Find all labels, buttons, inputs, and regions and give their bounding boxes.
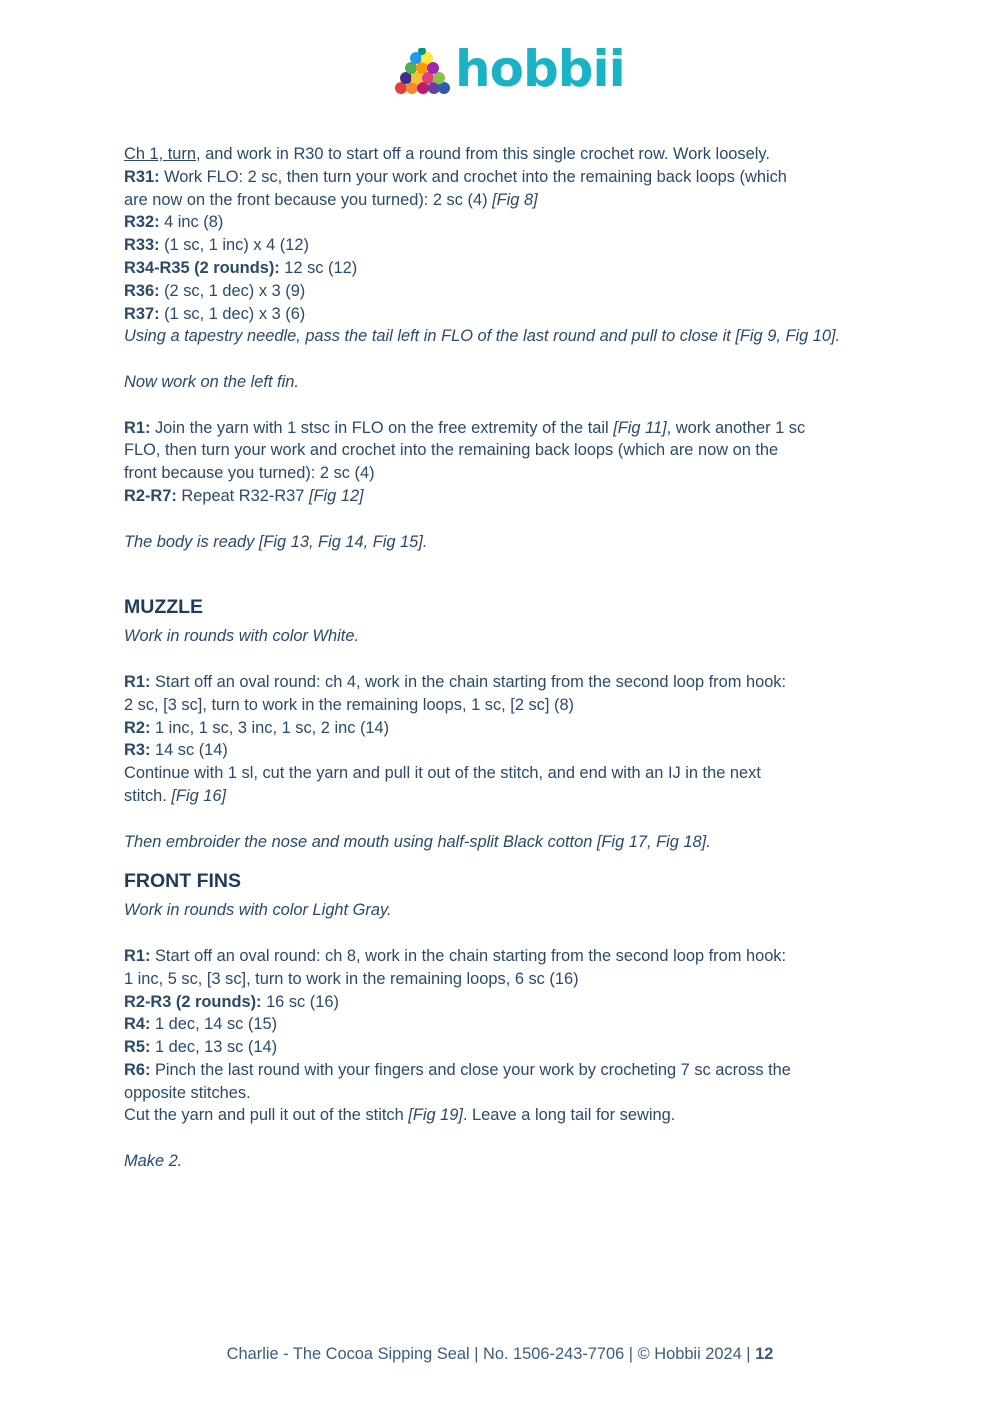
- round-text: Repeat R32-R37: [176, 486, 309, 505]
- round-text: Work FLO: 2 sc, then turn your work and crochet into the remaining back loops (which: [159, 167, 787, 186]
- round-label: R1:: [124, 418, 151, 437]
- section-heading-muzzle: MUZZLE: [124, 596, 204, 619]
- color-note: Work in rounds with color White.: [124, 627, 360, 646]
- round-text: Join the yarn with 1 stsc in FLO on the free extremity of the tail: [150, 418, 614, 437]
- text-line: 1 inc, 5 sc, [3 sc], turn to work in the remaining loops, 6 sc (16): [124, 969, 579, 988]
- round-r1-muzzle: [124, 671, 864, 694]
- round-r32: [124, 211, 864, 234]
- round-r2-r7: [124, 485, 864, 508]
- round-text: (1 sc, 1 inc) x 4 (12): [159, 236, 309, 255]
- round-label: R31:: [124, 167, 160, 186]
- text-line: opposite stitches.: [124, 1083, 251, 1102]
- round-text: (1 sc, 1 dec) x 3 (6): [159, 304, 306, 323]
- yarn-pile-icon: [393, 48, 451, 94]
- note-text: Now work on the left fin.: [124, 372, 299, 391]
- round-text: 16 sc (16): [261, 992, 339, 1011]
- round-text: (2 sc, 1 dec) x 3 (9): [159, 281, 306, 300]
- round-r1-fins: [124, 945, 864, 968]
- figure-ref: [Fig 16]: [171, 786, 227, 805]
- round-r1-fin: [124, 417, 864, 440]
- round-text: 1 dec, 14 sc (15): [150, 1015, 278, 1034]
- text-line: Continue with 1 sl, cut the yarn and pull it out of the stitch, and end with an IJ in the next: [124, 764, 761, 783]
- round-label: R3:: [124, 741, 151, 760]
- round-r3-muzzle: [124, 739, 864, 762]
- round-r34-r35: [124, 257, 864, 280]
- text-line: front because you turned): 2 sc (4): [124, 464, 375, 483]
- note-text: The body is ready [Fig 13, Fig 14, Fig 15].: [124, 532, 428, 551]
- pattern-text: [124, 143, 864, 1173]
- round-text: Cut the yarn and pull it out of the stitch: [124, 1106, 409, 1125]
- round-r4-fins: [124, 1013, 864, 1036]
- round-text: 12 sc (12): [279, 258, 358, 277]
- footer-text: Charlie - The Cocoa Sipping Seal | No. 1506-243-7706 | © Hobbii 2024 |: [226, 1345, 756, 1363]
- text-line: 2 sc, [3 sc], turn to work in the remaining loops, 1 sc, [2 sc] (8): [124, 695, 575, 714]
- round-text: . Leave a long tail for sewing.: [462, 1106, 676, 1125]
- underlined-instruction: Ch 1, turn,: [124, 145, 201, 163]
- round-r33: [124, 234, 864, 257]
- round-text: 1 inc, 1 sc, 3 inc, 1 sc, 2 inc (14): [150, 718, 390, 737]
- logo-wordmark: hobbii: [455, 40, 625, 98]
- figure-ref: [Fig 11]: [613, 418, 667, 437]
- round-label: R5:: [124, 1038, 151, 1057]
- round-text: 1 dec, 13 sc (14): [150, 1038, 278, 1057]
- round-label: R2-R3 (2 rounds):: [124, 992, 262, 1011]
- hobbii-logo: [393, 40, 625, 98]
- round-text: Start off an oval round: ch 4, work in the chain starting from the second loop from hook:: [150, 672, 787, 691]
- page-number: 12: [755, 1345, 774, 1363]
- text-line: [124, 143, 864, 166]
- round-label: R36:: [124, 281, 160, 300]
- round-label: R34-R35 (2 rounds):: [124, 258, 280, 277]
- round-text: , work another 1 sc: [666, 418, 806, 437]
- page-footer: [0, 1345, 1000, 1364]
- figure-ref: [Fig 8]: [492, 190, 538, 209]
- round-text: are now on the front because you turned): 2 sc (4): [124, 190, 493, 209]
- instruction-text: and work in R30 to start off a round from this single crochet row. Work loosely.: [200, 145, 770, 163]
- round-r2-r3-fins: [124, 991, 864, 1014]
- text-line: FLO, then turn your work and crochet into the remaining back loops (which are now on the: [124, 441, 779, 460]
- section-heading-front-fins: FRONT FINS: [124, 870, 241, 893]
- note-text: Make 2.: [124, 1152, 183, 1171]
- round-label: R37:: [124, 304, 160, 323]
- text-line: [124, 1104, 864, 1127]
- round-r36: [124, 280, 864, 303]
- round-label: R4:: [124, 1015, 151, 1034]
- round-r2-muzzle: [124, 717, 864, 740]
- text-line: [124, 785, 864, 808]
- figure-ref: [Fig 12]: [308, 486, 364, 505]
- color-note: Work in rounds with color Light Gray.: [124, 901, 392, 920]
- figure-ref: [Fig 19]: [408, 1106, 463, 1125]
- round-text: 14 sc (14): [150, 741, 228, 760]
- round-label: R2-R7:: [124, 486, 177, 505]
- round-label: R1:: [124, 946, 151, 965]
- round-label: R1:: [124, 672, 151, 691]
- round-label: R32:: [124, 213, 160, 232]
- round-label: R33:: [124, 236, 160, 255]
- round-r5-fins: [124, 1036, 864, 1059]
- round-text: stitch.: [124, 786, 172, 805]
- round-r31: [124, 166, 864, 189]
- round-text: Pinch the last round with your fingers and close your work by crocheting 7 sc across the: [150, 1060, 791, 1079]
- round-text: Start off an oval round: ch 8, work in the chain starting from the second loop from hook:: [150, 946, 787, 965]
- round-r6-fins: [124, 1059, 864, 1082]
- round-label: R2:: [124, 718, 151, 737]
- note-text: Then embroider the nose and mouth using half-split Black cotton [Fig 17, Fig 18].: [124, 832, 711, 851]
- round-text: 4 inc (8): [159, 213, 224, 232]
- round-label: R6:: [124, 1060, 151, 1079]
- note-text: Using a tapestry needle, pass the tail left in FLO of the last round and pull to close it [Fig 9, Fig 10].: [124, 327, 841, 346]
- round-r37: [124, 303, 864, 326]
- text-line: [124, 189, 864, 212]
